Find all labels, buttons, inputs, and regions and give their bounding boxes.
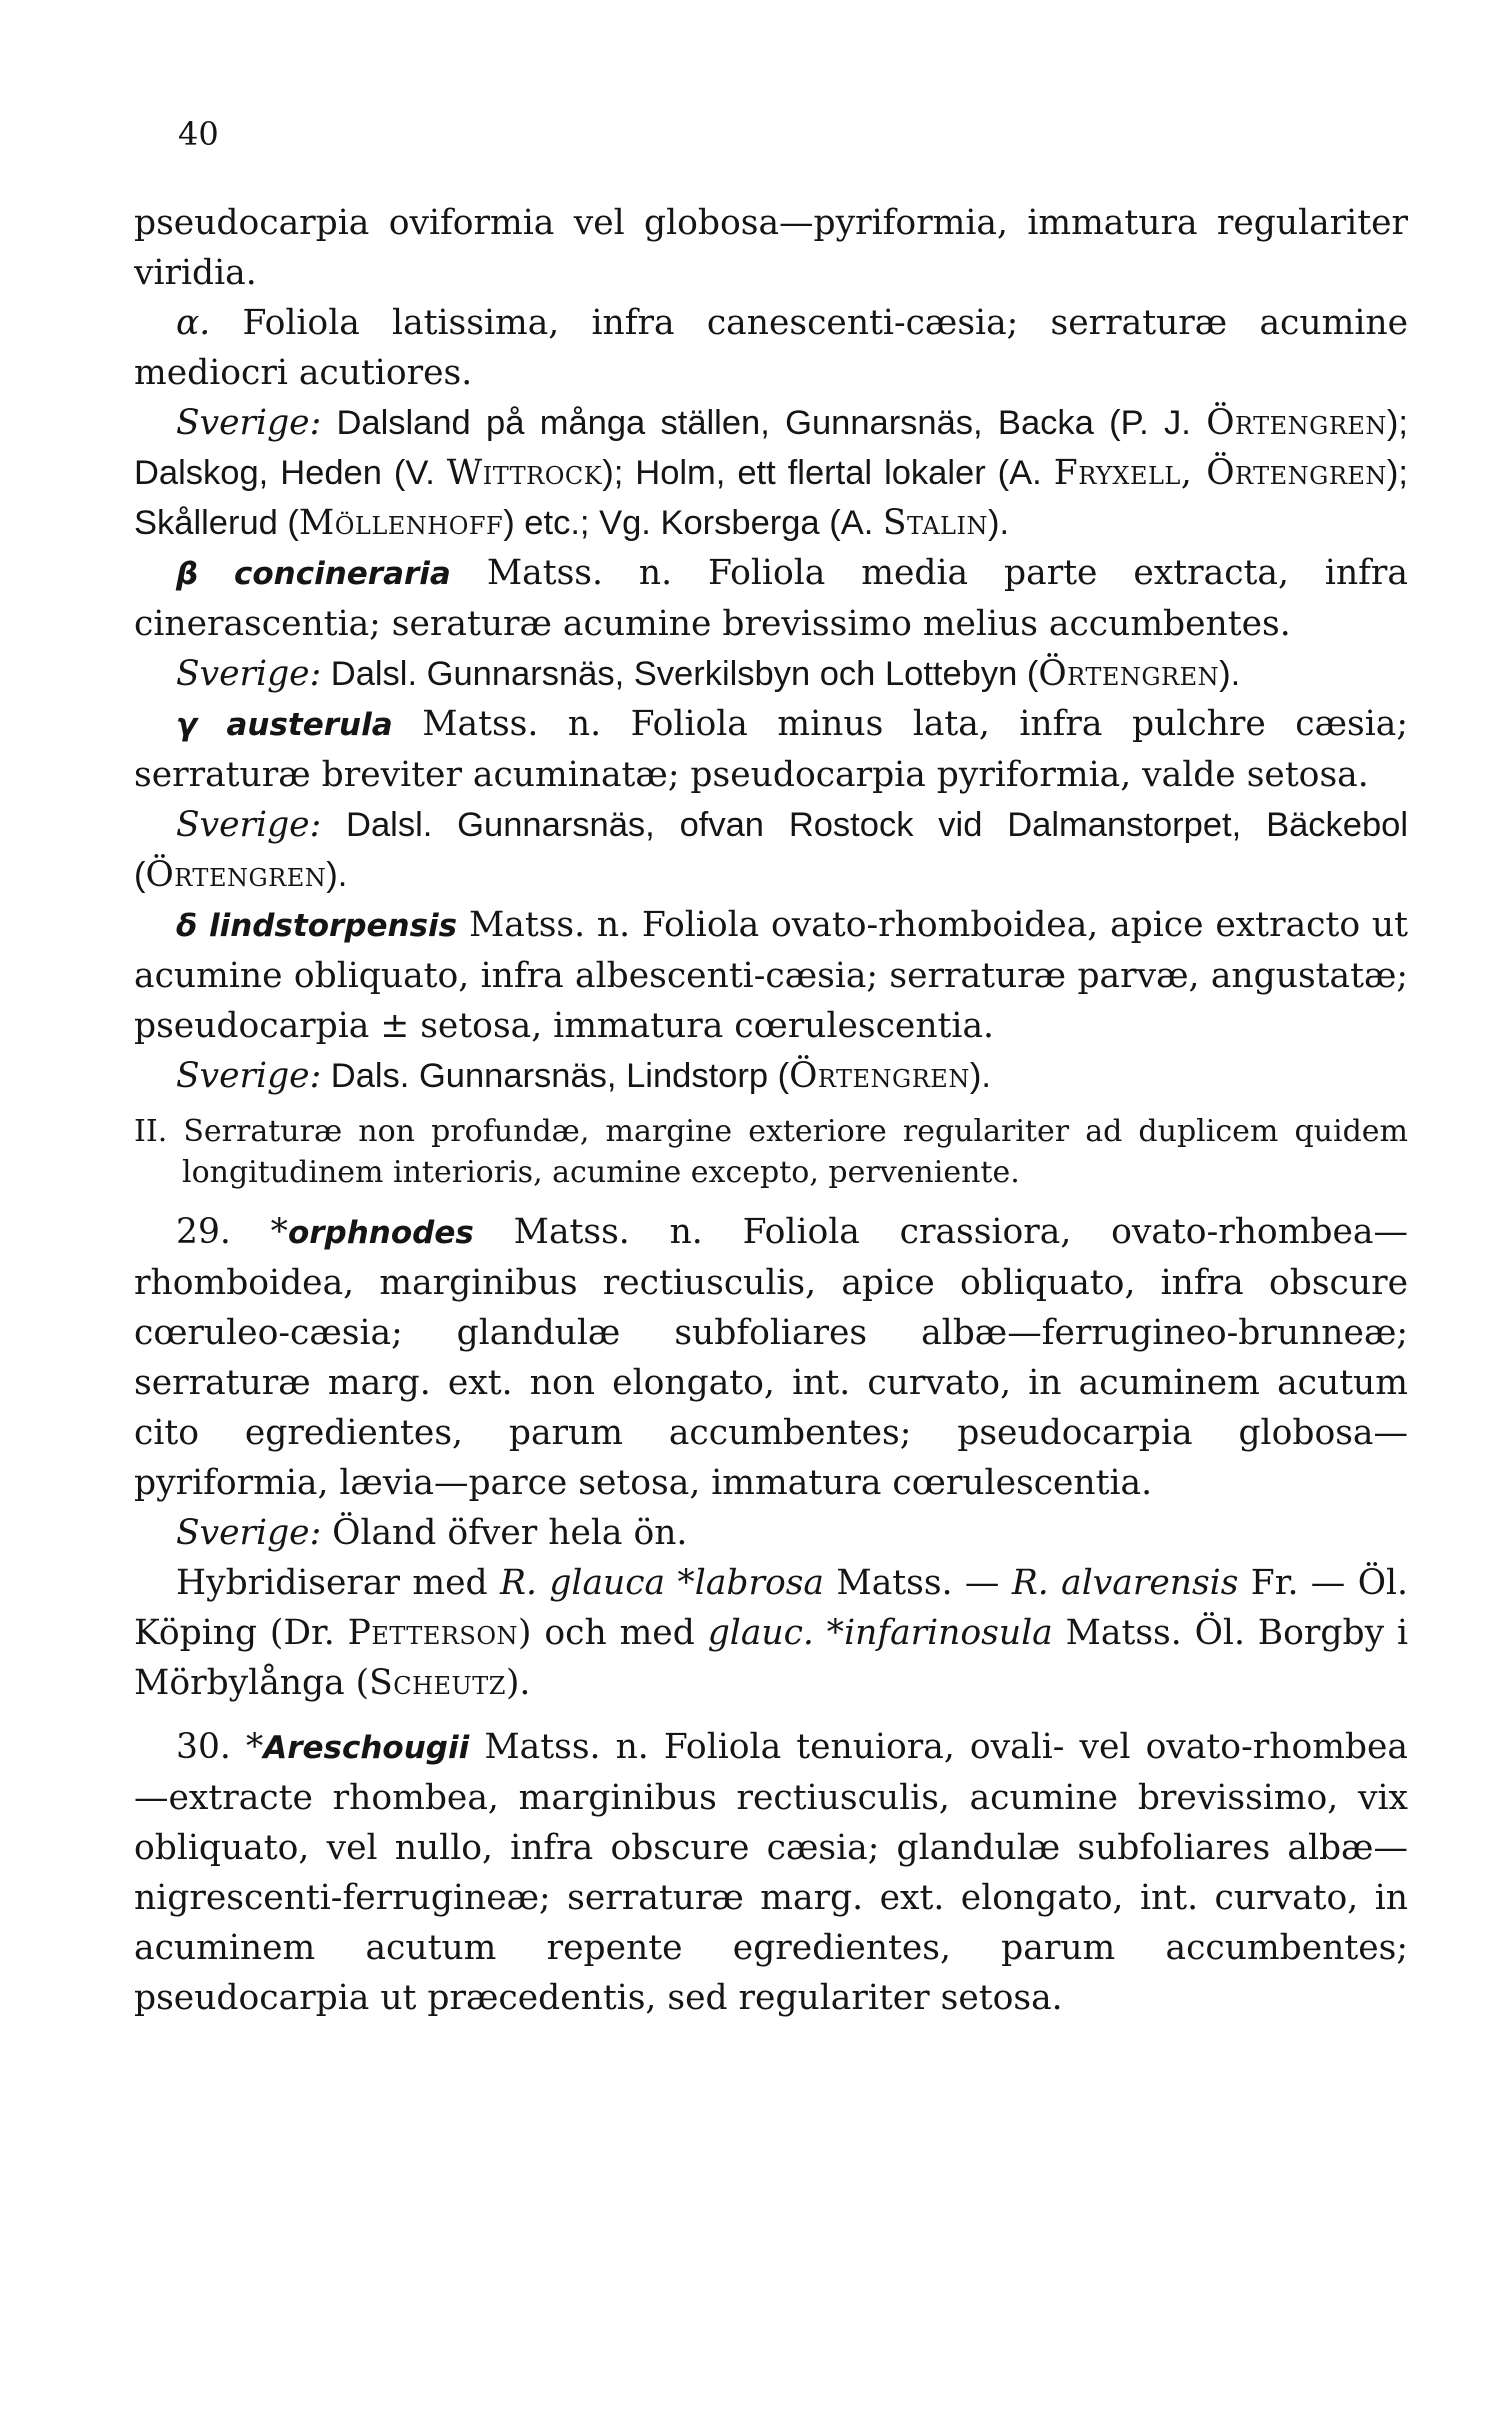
text-run: Matss. Öl. Borgby i Mörbylånga ( xyxy=(134,1613,1409,1703)
text-run: ); Holm, ett flertal lokaler (A. xyxy=(602,454,1054,492)
text-run: Örtengren xyxy=(145,855,327,895)
text-run: R. glauca xyxy=(499,1563,666,1603)
text-run: Matss. n. Foliola minus lata, infra pulchre cæsia; serraturæ breviter acuminatæ; pseudocarpia pyriformia, valde setosa. xyxy=(134,704,1408,795)
text-run: glauc. xyxy=(707,1613,814,1653)
text-run: Matss. n. Foliola media parte extracta, infra cinerascentia; seraturæ acumine brevissimo melius accumbentes. xyxy=(134,553,1408,644)
text-run: ); Skållerud ( xyxy=(134,454,1408,542)
paragraph xyxy=(134,198,1408,298)
text-run: ). xyxy=(987,504,1010,542)
paragraph xyxy=(134,800,1408,900)
text-run: ). xyxy=(969,1057,991,1095)
text-run: Matss. n. Foliola crassiora, ovato-rhombea—rhomboidea, marginibus rectiusculis, apice obliquato, infra obscure cœruleo-cæsia; glandulæ subfoliares albæ—ferrugineo-brunneæ; serraturæ marg. ext. non elongato, int. curvato, in acuminem acutum cito egredientes, parum accumbentes; pseudocarpia globosa—pyriformia, lævia—parce setosa, immatura cœrulescentia. xyxy=(134,1212,1408,1503)
text-run: ); Dalskog, Heden (V. xyxy=(134,404,1408,492)
text-run: Dalsland på många ställen, Gunnarsnäs, Backa (P. J. xyxy=(321,404,1207,442)
text-run: Matss. — xyxy=(824,1563,1012,1603)
paragraph xyxy=(134,1051,1408,1101)
text-run: Sverige: xyxy=(176,805,322,845)
text-run: ) och med xyxy=(518,1613,708,1653)
taxon-name: Areschougii xyxy=(263,1730,470,1766)
text-run: Örtengren xyxy=(789,1056,970,1096)
paragraph xyxy=(134,548,1408,649)
text-run: Wittrock xyxy=(446,453,603,493)
paragraph xyxy=(134,398,1408,548)
text-run: ) etc.; Vg. Korsberga (A. xyxy=(503,504,883,542)
text-run: Hybridiserar med xyxy=(176,1563,500,1603)
taxon-name: δ lindstorpensis xyxy=(176,908,458,944)
text-run: Fr. — Öl. Köping (Dr. xyxy=(134,1563,1408,1653)
body-text xyxy=(134,198,1408,2023)
text-run: Sverige: xyxy=(176,1056,322,1096)
text-run: ). xyxy=(505,1663,531,1703)
text-run: * xyxy=(665,1563,695,1603)
text-run: 30. * xyxy=(176,1727,264,1767)
text-run: Matss. n. Foliola tenuiora, ovali- vel ovato-rhombea—extracte rhombea, marginibus rectiusculis, acumine brevissimo, vix obliquato, vel nullo, infra obscure cæsia; glandulæ subfoliares albæ—nigrescenti-ferrugineæ; serraturæ marg. ext. elongato, int. curvato, in acuminem acutum repente egredientes, parum accumbentes; pseudocarpia ut præcedentis, sed regulariter setosa. xyxy=(134,1727,1408,2018)
note-paragraph xyxy=(134,1111,1408,1193)
text-run: R. alvarensis xyxy=(1011,1563,1239,1603)
text-run: Dalsl. Gunnarsnäs, Sverkilsbyn och Lottebyn ( xyxy=(321,655,1039,693)
paragraph xyxy=(134,1207,1408,1508)
text-run: II. Serraturæ non profundæ, margine exteriore regulariter ad duplicem quidem longitudinem interioris, acumine excepto, perveniente. xyxy=(134,1114,1408,1190)
taxon-name: γ austerula xyxy=(176,707,393,743)
taxon-name: orphnodes xyxy=(287,1215,474,1251)
text-run: ). xyxy=(326,856,348,894)
paragraph xyxy=(134,1722,1408,2023)
text-run: Fryxell, Örtengren xyxy=(1053,453,1387,493)
paragraph xyxy=(134,900,1408,1051)
text-run: ). xyxy=(1219,655,1241,693)
text-run: 29. * xyxy=(176,1212,288,1252)
page-number: 40 xyxy=(178,115,219,153)
paragraph xyxy=(134,1508,1408,1558)
text-run: Örtengren xyxy=(1206,403,1387,443)
paragraph xyxy=(134,298,1408,398)
text-run: labrosa xyxy=(694,1563,825,1603)
text-run: Möllenhoff xyxy=(298,503,504,543)
text-run: infarinosula xyxy=(844,1613,1053,1653)
text-run: Petterson xyxy=(347,1613,519,1653)
paragraph xyxy=(134,1558,1408,1708)
text-run: Sverige: xyxy=(176,654,322,694)
taxon-name: β concineraria xyxy=(176,556,451,592)
text-run: Dals. Gunnarsnäs, Lindstorp ( xyxy=(321,1057,790,1095)
text-run: Foliola latissima, infra canescenti-cæsia; serraturæ acumine mediocri acutiores. xyxy=(134,303,1408,393)
text-run: pseudocarpia oviformia vel globosa—pyriformia, immatura regulariter viridia. xyxy=(134,203,1408,293)
text-run: α. xyxy=(176,303,211,343)
paragraph xyxy=(134,699,1408,800)
text-run: Scheutz xyxy=(369,1663,506,1703)
text-run: Örtengren xyxy=(1038,654,1220,694)
text-run: Sverige: xyxy=(176,1513,322,1553)
text-run: Dalsl. Gunnarsnäs, ofvan Rostock vid Dalmanstorpet, Bäckebol ( xyxy=(134,806,1408,894)
text-run: Öland öfver hela ön. xyxy=(321,1513,688,1553)
text-run: Matss. n. Foliola ovato-rhomboidea, apice extracto ut acumine obliquato, infra albescenti-cæsia; serraturæ parvæ, angustatæ; pseudocarpia ± setosa, immatura cœrulescentia. xyxy=(134,905,1409,1046)
text-run: Sverige: xyxy=(176,403,322,443)
paragraph xyxy=(134,649,1408,699)
text-run: * xyxy=(813,1613,845,1653)
text-run: Stalin xyxy=(882,503,988,543)
